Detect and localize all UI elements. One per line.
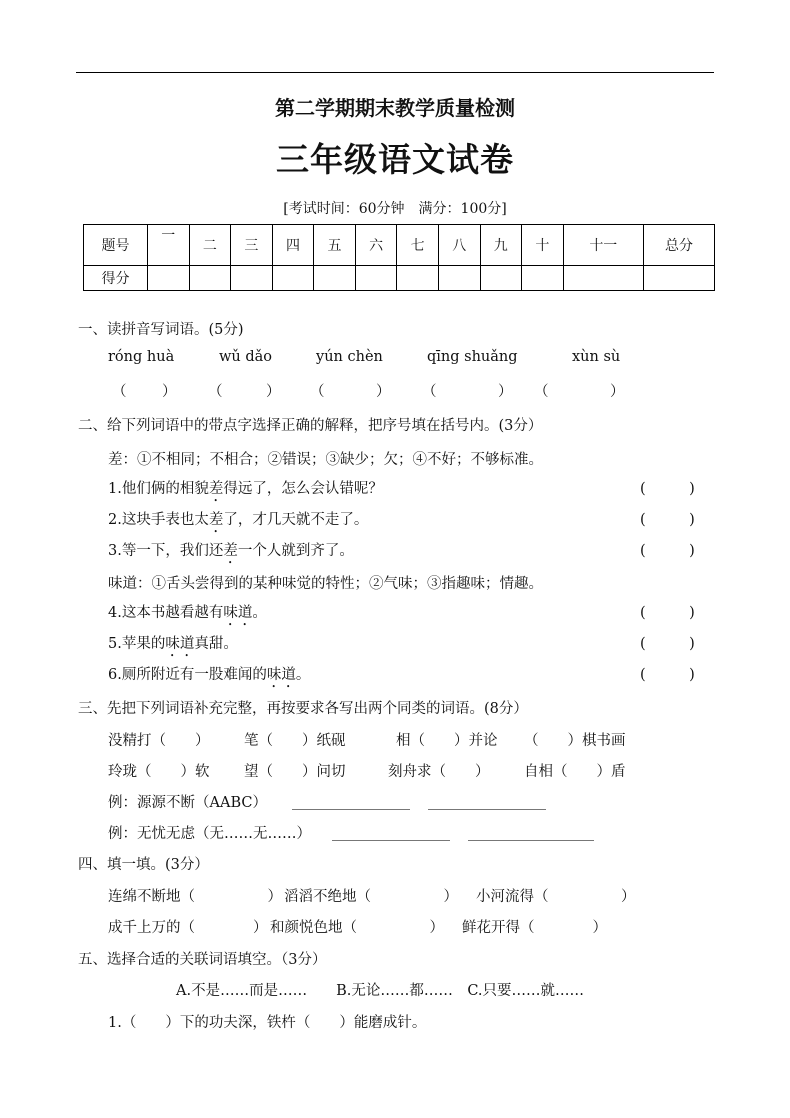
- idiom-fill: 自相（ ）盾: [524, 764, 626, 780]
- score-cell[interactable]: [148, 266, 190, 291]
- item-text: 。: [252, 605, 267, 621]
- answer-paren[interactable]: ( ): [640, 481, 695, 497]
- dotted-char: 味道: [266, 667, 296, 683]
- pinyin-1: róng huà: [108, 349, 175, 365]
- answer-paren-close: ）: [610, 384, 625, 400]
- top-rule: [76, 72, 714, 73]
- item-text: 1.他们俩的相貌: [108, 481, 209, 497]
- answer-paren[interactable]: ( ): [640, 543, 695, 559]
- column-header: 八: [438, 225, 480, 266]
- row-label-question-number: 题号: [84, 225, 148, 266]
- q2-definition-weidao: 味道：①舌头尝得到的某种味觉的特性；②气味；③指趣味；情趣。: [108, 576, 543, 592]
- score-table-score-row: [84, 266, 715, 291]
- column-header: 六: [355, 225, 397, 266]
- q5-title: 五、选择合适的关联词语填空。（3分）: [78, 952, 327, 968]
- answer-paren[interactable]: ( ): [640, 667, 695, 683]
- score-cell[interactable]: [314, 266, 356, 291]
- q3-title: 三、先把下列词语补充完整，再按要求各写出两个同类的词语。(8分）: [78, 701, 528, 717]
- q2-item-1: [108, 477, 383, 505]
- fill-phrase: 滔滔不绝地（ ）: [284, 889, 458, 905]
- score-cell[interactable]: [480, 266, 522, 291]
- fill-phrase: 和颜悦色地（ ）: [270, 920, 444, 936]
- score-cell-total[interactable]: [644, 266, 715, 291]
- fill-phrase: 小河流得（ ）: [476, 889, 636, 905]
- dotted-char: 差: [223, 543, 238, 559]
- score-cell[interactable]: [522, 266, 564, 291]
- pinyin-2: wǔ dǎo: [219, 349, 273, 365]
- score-cell[interactable]: [189, 266, 231, 291]
- q1-title: 一、读拼音写词语。(5分): [78, 322, 244, 338]
- score-cell[interactable]: [272, 266, 314, 291]
- fill-phrase: 连绵不断地（ ）: [108, 889, 282, 905]
- dotted-char: 差: [208, 481, 224, 497]
- pinyin-4: qīng shuǎng: [427, 349, 518, 365]
- q2-item-5: [108, 632, 238, 660]
- column-header: 九: [480, 225, 522, 266]
- column-header-total: 总分: [644, 225, 715, 266]
- item-text: 一个人就到齐了。: [237, 543, 354, 559]
- score-table: [83, 224, 715, 291]
- fill-phrase: 鲜花开得（ ）: [462, 920, 607, 936]
- item-text: 3.等一下，我们还: [108, 543, 224, 559]
- answer-paren-close: ）: [376, 384, 391, 400]
- q4-title: 四、填一填。(3分）: [78, 857, 209, 873]
- q2-item-6: [108, 663, 310, 691]
- answer-line[interactable]: [428, 795, 546, 814]
- answer-line[interactable]: [292, 795, 410, 814]
- column-header: 五: [314, 225, 356, 266]
- column-header: 十一: [563, 225, 643, 266]
- score-cell[interactable]: [563, 266, 643, 291]
- answer-line[interactable]: [468, 826, 594, 845]
- q3-example-2: 例：无忧无虑（无……无……）: [108, 826, 311, 842]
- answer-paren[interactable]: ( ): [640, 636, 695, 652]
- item-text: 5.苹果的: [108, 636, 166, 652]
- idiom-fill: 相（ ）并论: [396, 733, 498, 749]
- answer-paren-open: （: [534, 384, 549, 400]
- answer-paren-open: （: [422, 384, 437, 400]
- q2-item-2: [108, 508, 368, 536]
- idiom-fill: 望（ ）问切: [244, 764, 346, 780]
- idiom-fill: （ ）棋书画: [524, 733, 626, 749]
- score-table-header-row: [84, 225, 715, 266]
- q5-options: A.不是……而是…… B.无论……都…… C.只要……就……: [176, 983, 585, 999]
- item-text: 2.这块手表也太: [108, 512, 209, 528]
- answer-paren-close: ）: [498, 384, 513, 400]
- idiom-fill: 刻舟求（ ）: [388, 764, 490, 780]
- idiom-fill: 笔（ ）纸砚: [244, 733, 346, 749]
- dotted-char: 味道: [223, 605, 253, 621]
- item-text: 了，才几天就不走了。: [223, 512, 369, 528]
- column-header: 三: [231, 225, 273, 266]
- q3-example-1: 例：源源不断（AABC）: [108, 795, 267, 811]
- score-cell[interactable]: [231, 266, 273, 291]
- answer-paren-open: （: [310, 384, 325, 400]
- score-cell[interactable]: [355, 266, 397, 291]
- q2-definition-cha: 差：①不相同；不相合；②错误；③缺少；欠；④不好；不够标准。: [108, 452, 543, 468]
- answer-paren-open: （: [112, 384, 127, 400]
- score-cell[interactable]: [438, 266, 480, 291]
- column-header: 一: [148, 225, 190, 266]
- answer-paren-open: （: [208, 384, 223, 400]
- pinyin-3: yún chèn: [316, 349, 383, 365]
- column-header: 四: [272, 225, 314, 266]
- answer-paren[interactable]: ( ): [640, 512, 695, 528]
- column-header: 七: [397, 225, 439, 266]
- idiom-fill: 没精打（ ）: [108, 733, 210, 749]
- item-text: 4.这本书越看越有: [108, 605, 224, 621]
- dotted-char: 味道: [165, 636, 195, 652]
- item-text: 得远了，怎么会认错呢？: [223, 481, 383, 497]
- item-text: 真甜。: [194, 636, 238, 652]
- fill-phrase: 成千上万的（ ）: [108, 920, 268, 936]
- pinyin-5: xùn sù: [572, 349, 621, 365]
- column-header: 二: [189, 225, 231, 266]
- answer-line[interactable]: [332, 826, 450, 845]
- answer-paren[interactable]: ( ): [640, 605, 695, 621]
- q2-item-3: [108, 539, 354, 567]
- answer-paren-close: ）: [266, 384, 281, 400]
- q2-title: 二、给下列词语中的带点字选择正确的解释，把序号填在括号内。(3分）: [78, 418, 543, 434]
- exam-title: 三年级语文试卷: [276, 140, 514, 179]
- answer-paren-close: ）: [162, 384, 177, 400]
- item-text: 6.厕所附近有一股难闻的: [108, 667, 267, 683]
- dotted-char: 差: [208, 512, 224, 528]
- exam-info: [考试时间：60分钟 满分：100分]: [283, 201, 507, 217]
- score-cell[interactable]: [397, 266, 439, 291]
- row-label-score: 得分: [84, 266, 148, 291]
- column-header: 十: [522, 225, 564, 266]
- q2-item-4: [108, 601, 267, 629]
- q5-item-1: 1.（ ）下的功夫深，铁杵（ ）能磨成针。: [108, 1015, 427, 1031]
- exam-subtitle: 第二学期期末教学质量检测: [275, 96, 515, 120]
- idiom-fill: 玲珑（ ）软: [108, 764, 210, 780]
- item-text: 。: [295, 667, 311, 683]
